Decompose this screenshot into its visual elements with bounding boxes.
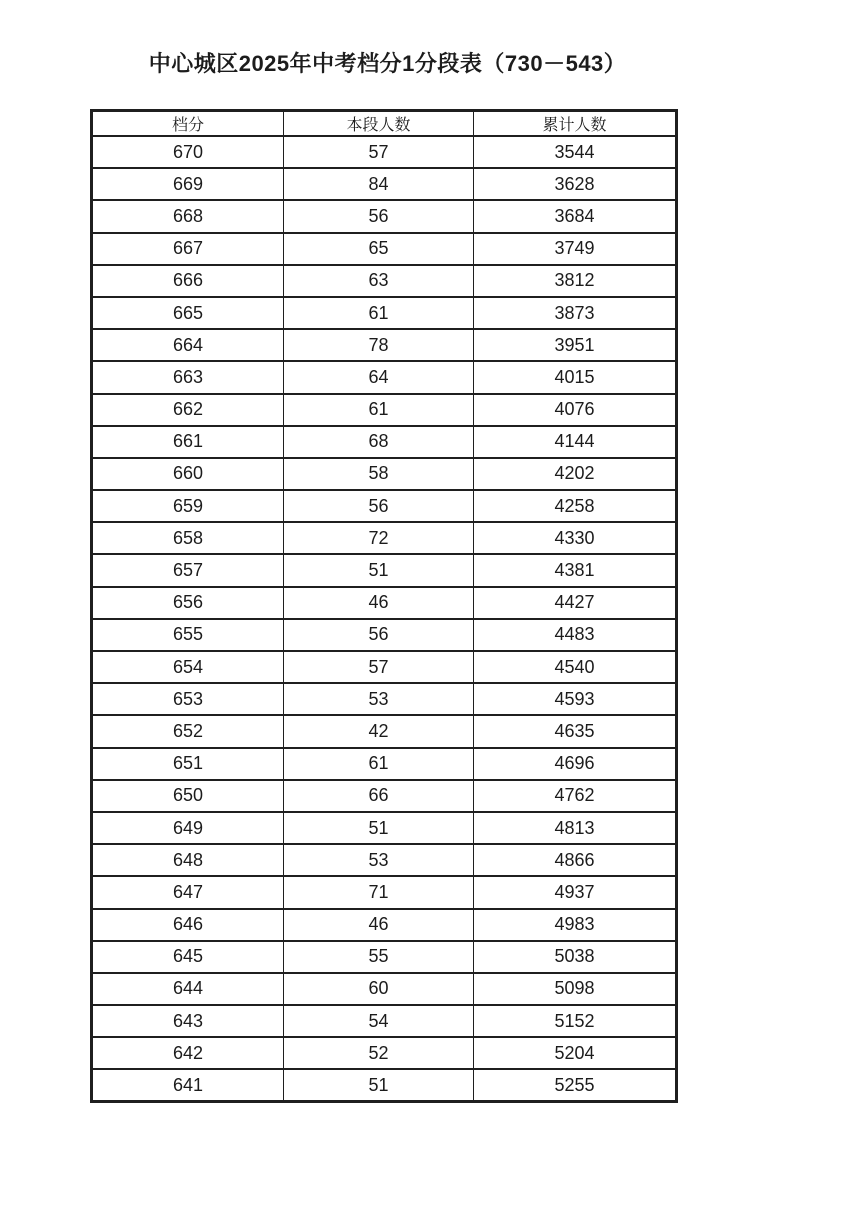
header-segment-count: 本段人数 xyxy=(284,111,474,137)
score-cell: 647 xyxy=(92,876,284,908)
segment-count-cell: 64 xyxy=(284,361,474,393)
cumulative-count-cell: 4813 xyxy=(474,812,677,844)
score-cell: 652 xyxy=(92,715,284,747)
cumulative-count-cell: 4983 xyxy=(474,909,677,941)
score-cell: 664 xyxy=(92,329,284,361)
score-cell: 665 xyxy=(92,297,284,329)
segment-count-cell: 65 xyxy=(284,233,474,265)
table-row xyxy=(92,490,677,522)
cumulative-count-cell: 4635 xyxy=(474,715,677,747)
table-row xyxy=(92,748,677,780)
score-cell: 650 xyxy=(92,780,284,812)
table-row xyxy=(92,909,677,941)
segment-count-cell: 51 xyxy=(284,1069,474,1101)
score-cell: 666 xyxy=(92,265,284,297)
cumulative-count-cell: 5255 xyxy=(474,1069,677,1101)
cumulative-count-cell: 4593 xyxy=(474,683,677,715)
cumulative-count-cell: 4144 xyxy=(474,426,677,458)
table-row xyxy=(92,394,677,426)
table-row xyxy=(92,168,677,200)
segment-count-cell: 57 xyxy=(284,136,474,168)
table-header xyxy=(92,111,677,137)
table-row xyxy=(92,876,677,908)
table-row xyxy=(92,683,677,715)
table-row xyxy=(92,651,677,683)
table-row xyxy=(92,329,677,361)
score-distribution-table xyxy=(90,109,678,1103)
table-row xyxy=(92,812,677,844)
cumulative-count-cell: 4015 xyxy=(474,361,677,393)
score-cell: 658 xyxy=(92,522,284,554)
cumulative-count-cell: 4427 xyxy=(474,587,677,619)
score-cell: 669 xyxy=(92,168,284,200)
segment-count-cell: 68 xyxy=(284,426,474,458)
segment-count-cell: 71 xyxy=(284,876,474,908)
segment-count-cell: 52 xyxy=(284,1037,474,1069)
segment-count-cell: 53 xyxy=(284,683,474,715)
score-cell: 641 xyxy=(92,1069,284,1101)
score-cell: 643 xyxy=(92,1005,284,1037)
cumulative-count-cell: 5152 xyxy=(474,1005,677,1037)
segment-count-cell: 54 xyxy=(284,1005,474,1037)
table-row xyxy=(92,587,677,619)
score-cell: 667 xyxy=(92,233,284,265)
table-row xyxy=(92,780,677,812)
cumulative-count-cell: 3873 xyxy=(474,297,677,329)
score-cell: 668 xyxy=(92,200,284,232)
cumulative-count-cell: 4762 xyxy=(474,780,677,812)
segment-count-cell: 42 xyxy=(284,715,474,747)
table-row xyxy=(92,136,677,168)
segment-count-cell: 72 xyxy=(284,522,474,554)
score-cell: 657 xyxy=(92,554,284,586)
segment-count-cell: 78 xyxy=(284,329,474,361)
cumulative-count-cell: 4540 xyxy=(474,651,677,683)
score-cell: 654 xyxy=(92,651,284,683)
cumulative-count-cell: 4483 xyxy=(474,619,677,651)
table-row xyxy=(92,297,677,329)
cumulative-count-cell: 3749 xyxy=(474,233,677,265)
segment-count-cell: 46 xyxy=(284,587,474,619)
table-row xyxy=(92,1005,677,1037)
score-cell: 662 xyxy=(92,394,284,426)
segment-count-cell: 57 xyxy=(284,651,474,683)
segment-count-cell: 56 xyxy=(284,490,474,522)
cumulative-count-cell: 3628 xyxy=(474,168,677,200)
table-row xyxy=(92,554,677,586)
document-content xyxy=(90,48,675,1103)
table-row xyxy=(92,1069,677,1101)
cumulative-count-cell: 5098 xyxy=(474,973,677,1005)
cumulative-count-cell: 4696 xyxy=(474,748,677,780)
score-cell: 648 xyxy=(92,844,284,876)
score-cell: 649 xyxy=(92,812,284,844)
segment-count-cell: 51 xyxy=(284,554,474,586)
segment-count-cell: 63 xyxy=(284,265,474,297)
score-cell: 660 xyxy=(92,458,284,490)
header-score: 档分 xyxy=(92,111,284,137)
score-cell: 656 xyxy=(92,587,284,619)
cumulative-count-cell: 3684 xyxy=(474,200,677,232)
segment-count-cell: 56 xyxy=(284,200,474,232)
score-cell: 642 xyxy=(92,1037,284,1069)
cumulative-count-cell: 3812 xyxy=(474,265,677,297)
score-cell: 659 xyxy=(92,490,284,522)
score-cell: 670 xyxy=(92,136,284,168)
cumulative-count-cell: 4937 xyxy=(474,876,677,908)
cumulative-count-cell: 4076 xyxy=(474,394,677,426)
header-cumulative-count: 累计人数 xyxy=(474,111,677,137)
score-cell: 645 xyxy=(92,941,284,973)
segment-count-cell: 61 xyxy=(284,748,474,780)
segment-count-cell: 58 xyxy=(284,458,474,490)
page-title: 中心城区2025年中考档分1分段表（730－543） xyxy=(148,51,627,76)
table-row xyxy=(92,522,677,554)
table-row xyxy=(92,265,677,297)
cumulative-count-cell: 4381 xyxy=(474,554,677,586)
segment-count-cell: 61 xyxy=(284,297,474,329)
score-cell: 655 xyxy=(92,619,284,651)
segment-count-cell: 53 xyxy=(284,844,474,876)
cumulative-count-cell: 3951 xyxy=(474,329,677,361)
table-row xyxy=(92,973,677,1005)
table-row xyxy=(92,619,677,651)
score-cell: 661 xyxy=(92,426,284,458)
table-row xyxy=(92,1037,677,1069)
segment-count-cell: 66 xyxy=(284,780,474,812)
table-header-row xyxy=(92,111,677,137)
cumulative-count-cell: 3544 xyxy=(474,136,677,168)
score-cell: 651 xyxy=(92,748,284,780)
score-cell: 644 xyxy=(92,973,284,1005)
cumulative-count-cell: 4330 xyxy=(474,522,677,554)
table-row xyxy=(92,458,677,490)
cumulative-count-cell: 5038 xyxy=(474,941,677,973)
table-body xyxy=(92,136,677,1102)
segment-count-cell: 56 xyxy=(284,619,474,651)
score-cell: 653 xyxy=(92,683,284,715)
segment-count-cell: 84 xyxy=(284,168,474,200)
table-row xyxy=(92,844,677,876)
score-cell: 663 xyxy=(92,361,284,393)
cumulative-count-cell: 4202 xyxy=(474,458,677,490)
table-row xyxy=(92,361,677,393)
table-row xyxy=(92,233,677,265)
cumulative-count-cell: 4258 xyxy=(474,490,677,522)
table-row xyxy=(92,941,677,973)
segment-count-cell: 51 xyxy=(284,812,474,844)
table-row xyxy=(92,426,677,458)
segment-count-cell: 46 xyxy=(284,909,474,941)
segment-count-cell: 60 xyxy=(284,973,474,1005)
segment-count-cell: 61 xyxy=(284,394,474,426)
cumulative-count-cell: 5204 xyxy=(474,1037,677,1069)
cumulative-count-cell: 4866 xyxy=(474,844,677,876)
table-row xyxy=(92,200,677,232)
table-row xyxy=(92,715,677,747)
score-cell: 646 xyxy=(92,909,284,941)
segment-count-cell: 55 xyxy=(284,941,474,973)
